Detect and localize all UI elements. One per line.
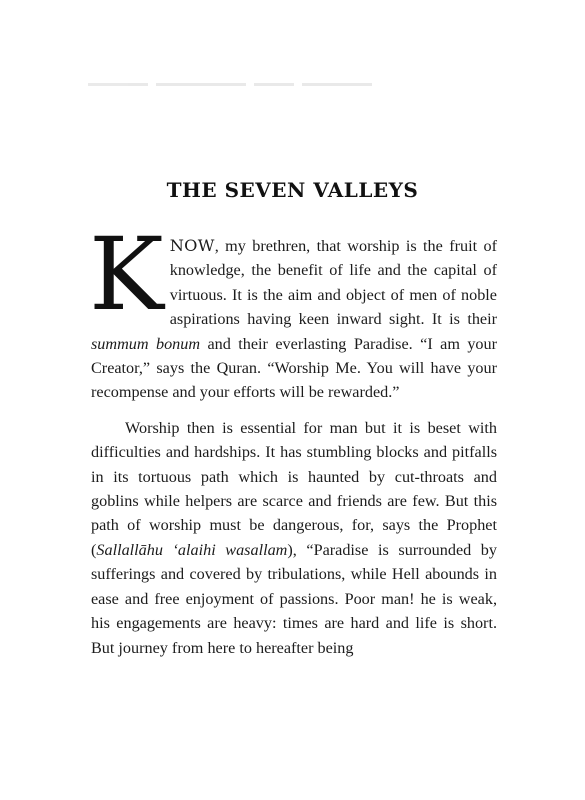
drop-cap-letter: K (89, 216, 164, 333)
chapter-title: THE SEVEN VALLEYS (166, 178, 419, 202)
paragraph-1-emphasis: summum bonum (91, 334, 201, 353)
paragraph-2 (91, 416, 497, 660)
paragraph-2-text-b: ), “Paradise is surrounded by sufferings and covered by tribulations, while Hell abounds in ease and free enjoyment of passions. Poor man! he is weak, his engagements are heavy: times are hard and life is short. But journey from here to hereafter being (91, 540, 497, 657)
bleed-through-marks (88, 74, 428, 84)
paragraph-2-text-a: Worship then is essential for man but it is beset with difficulties and hardships. It has stumbling blocks and pitfalls in its tortuous path which is haunted by cut-throats and goblins while helpers are scarce and friends are few. But this path of worship must be dangerous, for, says the Prophet ( (91, 418, 497, 559)
paragraph-2-emphasis: Sallallāhu ‘alaihi wasallam (96, 540, 288, 559)
paragraph-1 (89, 216, 498, 405)
paragraph-1-text-a: , my brethren, that worship is the fruit of knowledge, the benefit of life and the capital of virtuous. It is the aim and object of men of noble aspirations having keen inward sight. It is their (169, 237, 497, 329)
chapter-body (89, 216, 498, 660)
lead-word: NOW (169, 236, 215, 255)
paragraph-1-text-b: and their everlasting Paradise. “I am your Creator,” says the Quran. “Worship Me. You will have your recompense and your efforts will be rewarded.” (91, 334, 498, 402)
